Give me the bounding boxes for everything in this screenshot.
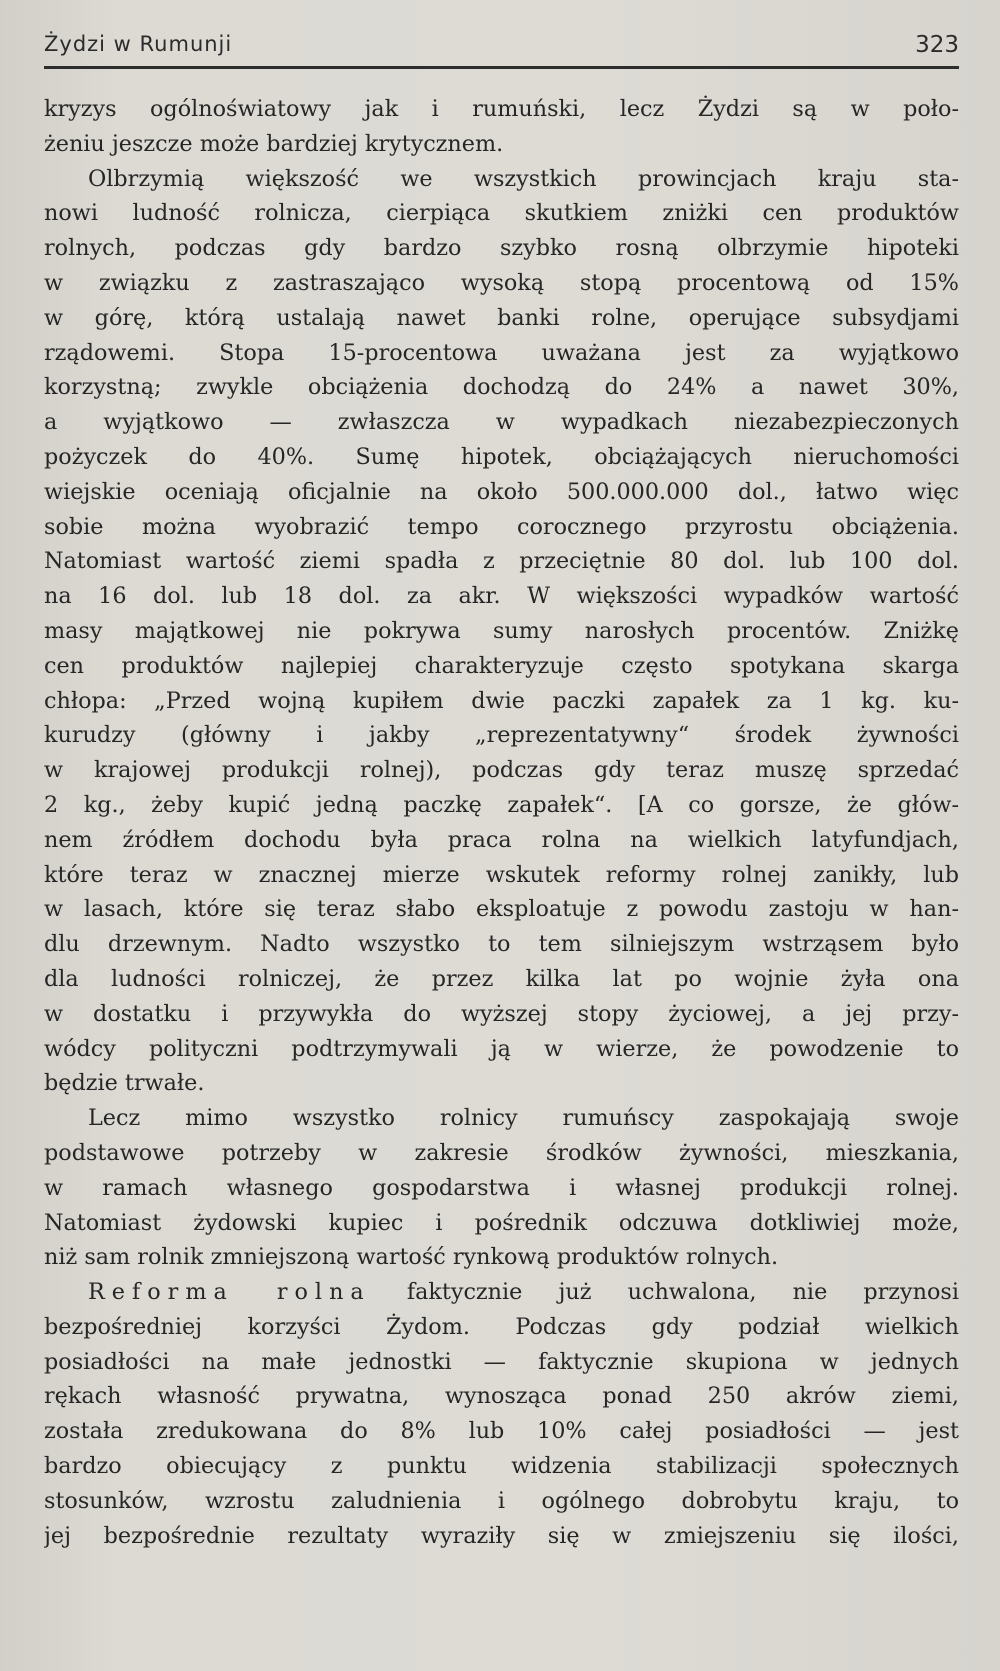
text-line: a wyjątkowo — zwłaszcza w wypadkach niezabezpieczonych — [44, 409, 959, 436]
text-line: Lecz mimo wszystko rolnicy rumuńscy zaspokajają swoje — [88, 1105, 959, 1132]
text-line: w górę, którą ustalają nawet banki rolne, operujące subsydjami — [44, 304, 959, 331]
page-header — [44, 26, 959, 66]
text-line: nowi ludność rolnicza, cierpiąca skutkiem zniżki cen produktów — [44, 200, 959, 227]
text-line: w dostatku i przywykła do wyższej stopy życiowej, a jej przy- — [44, 1000, 959, 1027]
text-line: które teraz w znacznej mierze wskutek reformy rolnej zanikły, lub — [44, 861, 959, 888]
page-number: 323 — [915, 32, 959, 58]
text-line: stosunków, wzrostu zaludnienia i ogólnego dobrobytu kraju, to — [44, 1487, 959, 1514]
text-line: została zredukowana do 8% lub 10% całej posiadłości — jest — [44, 1418, 959, 1445]
text-line: rękach własność prywatna, wynosząca ponad 250 akrów ziemi, — [44, 1383, 959, 1410]
text-line: w związku z zastraszająco wysoką stopą procentową od 15% — [44, 269, 959, 296]
text-line: Natomiast żydowski kupiec i pośrednik odczuwa dotkliwiej może, — [44, 1209, 959, 1236]
text-line: wiejskie oceniają oficjalnie na około 500.000.000 dol., łatwo więc — [44, 478, 959, 505]
body-text — [44, 92, 959, 1553]
text-line: chłopa: „Przed wojną kupiłem dwie paczki zapałek za 1 kg. ku- — [44, 687, 959, 714]
text-line: dlu drzewnym. Nadto wszystko to tem silniejszym wstrząsem było — [44, 931, 959, 958]
text-line: pożyczek do 40%. Sumę hipotek, obciążających nieruchomości — [44, 443, 959, 470]
text-line: niż sam rolnik zmniejszoną wartość rynkową produktów rolnych. — [44, 1244, 779, 1271]
text-line: bezpośredniej korzyści Żydom. Podczas gdy podział wielkich — [44, 1313, 959, 1340]
spaced-emphasis: Reforma rolna — [88, 1279, 371, 1306]
text-line: w ramach własnego gospodarstwa i własnej produkcji rolnej. — [44, 1174, 959, 1201]
text-line: Natomiast wartość ziemi spadła z przeciętnie 80 dol. lub 100 dol. — [44, 548, 959, 575]
text-line: będzie trwałe. — [44, 1070, 205, 1097]
text-line: nem źródłem dochodu była praca rolna na wielkich latyfundjach, — [44, 826, 959, 853]
text-line: dla ludności rolniczej, że przez kilka lat po wojnie żyła ona — [44, 965, 959, 992]
text-line: podstawowe potrzeby w zakresie środków żywności, mieszkania, — [44, 1139, 959, 1166]
text-line: korzystną; zwykle obciążenia dochodzą do 24% a nawet 30%, — [44, 374, 959, 401]
header-rule — [44, 66, 959, 69]
text-line: żeniu jeszcze może bardziej krytycznem. — [44, 130, 504, 157]
text-line: 2 kg., żeby kupić jedną paczkę zapałek“. [A co gorsze, że głów- — [44, 791, 959, 818]
text-line: rządowemi. Stopa 15-procentowa uważana jest za wyjątkowo — [44, 339, 959, 366]
text-line: kryzys ogólnoświatowy jak i rumuński, lecz Żydzi są w poło- — [44, 96, 959, 122]
text-line: Olbrzymią większość we wszystkich prowincjach kraju sta- — [88, 165, 959, 192]
text-line: w krajowej produkcji rolnej), podczas gdy teraz muszę sprzedać — [44, 757, 959, 784]
text-line: cen produktów najlepiej charakteryzuje często spotykana skarga — [44, 652, 959, 679]
text-line: jej bezpośrednie rezultaty wyraziły się w zmiejszeniu się ilości, — [44, 1522, 959, 1549]
text-line: wódcy polityczni podtrzymywali ją w wierze, że powodzenie to — [44, 1035, 959, 1062]
text-line: w lasach, które się teraz słabo eksploatuje z powodu zastoju w han- — [44, 896, 959, 923]
text-line: na 16 dol. lub 18 dol. za akr. W większości wypadków wartość — [44, 583, 959, 610]
text-line: kurudzy (główny i jakby „reprezentatywny“ środek żywności — [44, 722, 959, 749]
text-line: masy majątkowej nie pokrywa sumy narosłych procentów. Zniżkę — [44, 617, 959, 644]
text-line: bardzo obiecujący z punktu widzenia stabilizacji społecznych — [44, 1453, 959, 1480]
text-line — [44, 1275, 959, 1310]
text-line: sobie można wyobrazić tempo corocznego przyrostu obciążenia. — [44, 513, 959, 540]
text-line: rolnych, podczas gdy bardzo szybko rosną olbrzymie hipoteki — [44, 235, 959, 262]
line-text: faktycznie już uchwalona, nie przynosi — [370, 1279, 959, 1306]
text-line: posiadłości na małe jednostki — faktycznie skupiona w jednych — [44, 1348, 959, 1375]
running-head: Żydzi w Rumunji — [44, 32, 233, 56]
